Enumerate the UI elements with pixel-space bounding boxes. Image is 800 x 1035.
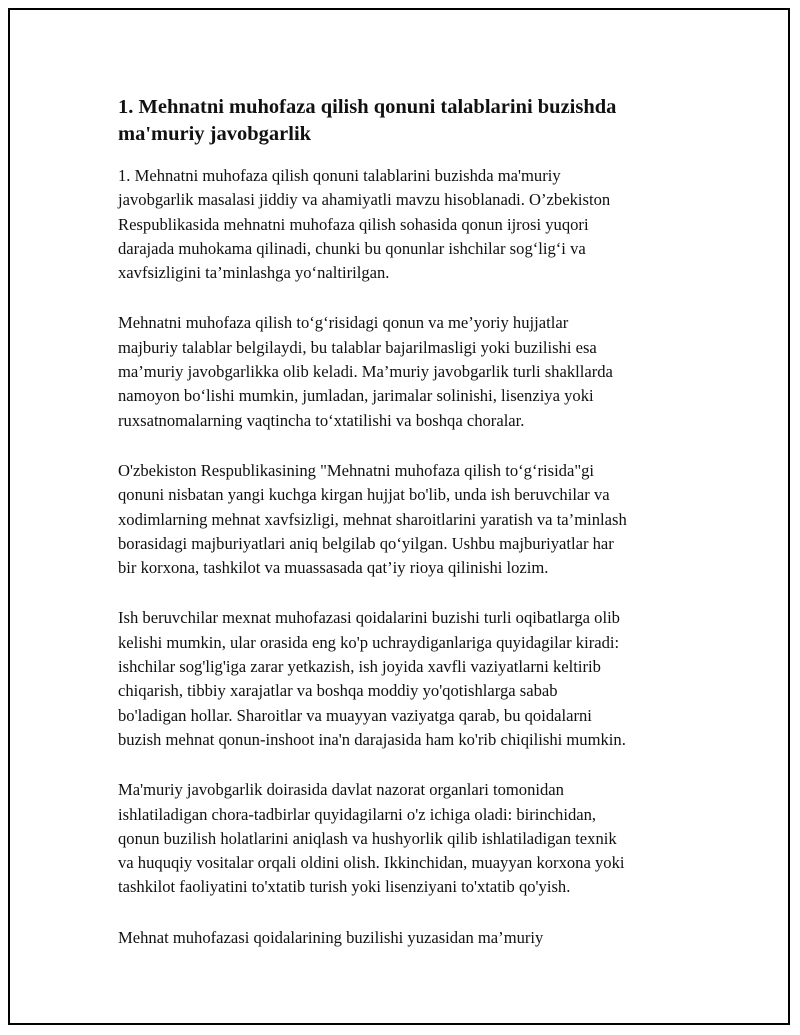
text-line: ishlatiladigan chora-tadbirlar quyidagilarni o'z ichiga oladi: birinchidan,	[118, 804, 597, 824]
text-line: va huquqiy vositalar orqali oldini olish. Ikkinchidan, muayyan korxona yoki	[118, 853, 625, 873]
text-line: 1. Mehnatni muhofaza qilish qonuni talablarini buzishda ma'muriy	[118, 166, 561, 185]
text-line: borasidagi majburiyatlari aniq belgilab qo‘yilgan. Ushbu majburiyatlar har	[118, 533, 614, 553]
text-line: ma’muriy javobgarlikka olib keladi. Ma’muriy javobgarlik turli shakllarda	[118, 362, 613, 382]
text-line: Ma'muriy javobgarlik doirasida davlat nazorat organlari tomonidan	[118, 780, 564, 800]
text-line: javobgarlik masalasi jiddiy va ahamiyatli mavzu hisoblanadi. O’zbekiston	[118, 190, 611, 210]
text-line: qonuni nisbatan yangi kuchga kirgan hujjat bo'lib, unda ish beruvchilar va	[118, 485, 610, 505]
text-line: Ish beruvchilar mexnat muhofazasi qoidalarini buzishi turli oqibatlarga olib	[118, 608, 620, 628]
text-line: bo'ladigan hollar. Sharoitlar va muayyan vaziyatga qarab, bu qoidalarni	[118, 705, 592, 725]
text-line: Mehnatni muhofaza qilish to‘g‘risidagi qonun va me’yoriy hujjatlar	[118, 313, 569, 333]
text-line: xodimlarning mehnat xavfsizligi, mehnat sharoitlarini yaratish va ta’minlash	[118, 509, 627, 529]
title-line: ma'muriy javobgarlik	[118, 123, 312, 145]
text-line: xavfsizligini ta’minlashga yo‘naltirilgan.	[118, 263, 390, 283]
text-line: buzish mehnat qonun-inshoot ina'n darajasida ham ko'rib chiqilishi mumkin.	[118, 729, 626, 749]
text-line: ishchilar sog'lig'iga zarar yetkazish, ish joyida xavfli vaziyatlarni keltirib	[118, 657, 601, 677]
text-line: O'zbekiston Respublikasining "Mehnatni muhofaza qilish to‘g‘risida"gi	[118, 460, 595, 480]
text-line: Respublikasida mehnatni muhofaza qilish sohasida qonun ijrosi yuqori	[118, 214, 589, 234]
text-line: tashkilot faoliyatini to'xtatib turish yoki lisenziyani to'xtatib qo'yish.	[118, 877, 571, 897]
text-line: majburiy talablar belgilaydi, bu talablar bajarilmasligi yoki buzilishi esa	[118, 337, 597, 357]
text-line: Mehnat muhofazasi qoidalarining buzilishi yuzasidan ma’muriy	[118, 927, 544, 947]
paragraph-4	[118, 606, 688, 752]
paragraph-2	[118, 311, 688, 432]
text-line: darajada muhokama qilinadi, chunki bu qonunlar ishchilar sog‘lig‘i va	[118, 238, 586, 258]
text-line: chiqarish, tibbiy xarajatlar va boshqa moddiy yo'qotishlarga sabab	[118, 681, 558, 701]
title-line: 1. Mehnatni muhofaza qilish qonuni talablarini buzishda	[118, 96, 617, 118]
document-title	[118, 94, 688, 148]
text-line: bir korxona, tashkilot va muassasada qat’iy rioya qilinishi lozim.	[118, 558, 549, 578]
text-line: kelishi mumkin, ular orasida eng ko'p uchraydiganlariga quyidagilar kiradi:	[118, 632, 620, 652]
paragraph-6	[118, 926, 688, 950]
text-line: ruxsatnomalarning vaqtincha to‘xtatilishi va boshqa choralar.	[118, 410, 525, 430]
paragraph-3	[118, 459, 688, 580]
document-body	[118, 94, 688, 976]
paragraph-1	[118, 164, 688, 285]
paragraph-5	[118, 778, 688, 899]
text-line: qonun buzilish holatlarini aniqlash va hushyorlik qilib ishlatiladigan texnik	[118, 828, 617, 848]
text-line: namoyon bo‘lishi mumkin, jumladan, jarimalar solinishi, lisenziya yoki	[118, 386, 594, 406]
